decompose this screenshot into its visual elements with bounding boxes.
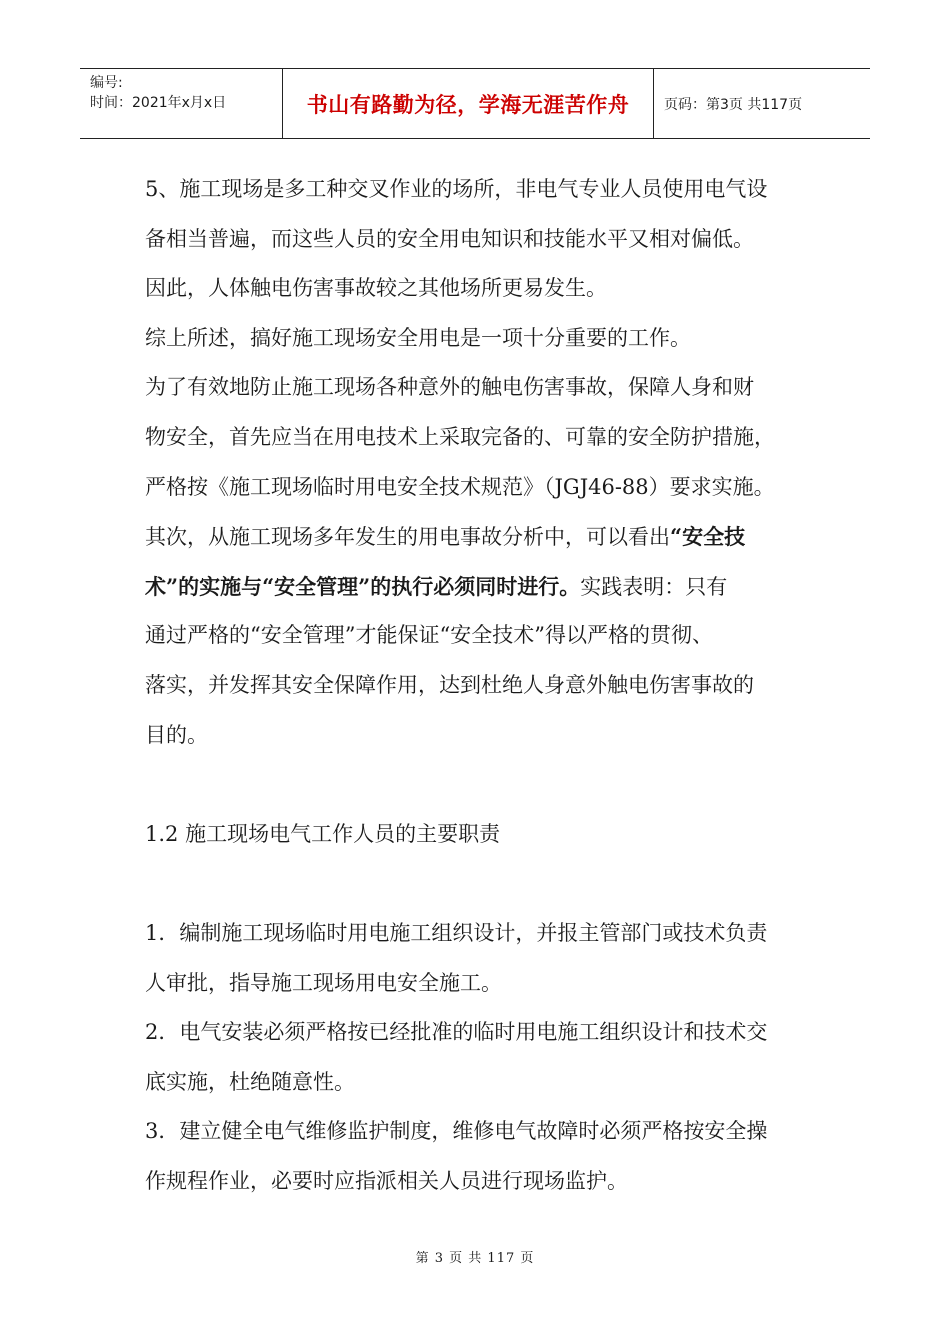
body-line: 备相当普遍，而这些人员的安全用电知识和技能水平又相对偏低。 bbox=[145, 226, 754, 251]
list-item-line: 人审批，指导施工现场用电安全施工。 bbox=[145, 970, 502, 995]
paragraph-gap bbox=[145, 859, 815, 909]
list-item-line: 3．建立健全电气维修监护制度，维修电气故障时必须严格按安全操 bbox=[145, 1119, 768, 1144]
body-line: 目的。 bbox=[145, 722, 208, 747]
motto-text: 书山有路勤为径，学海无涯苦作舟 bbox=[306, 92, 630, 117]
list-item-line: 1．编制施工现场临时用电施工组织设计，并报主管部门或技术负责 bbox=[145, 920, 768, 945]
list-item-line: 2．电气安装必须严格按已经批准的临时用电施工组织设计和技术交 bbox=[145, 1020, 768, 1045]
body-line: 通过严格的“安全管理”才能保证“安全技术”得以严格的贯彻、 bbox=[145, 623, 713, 648]
body-line bbox=[145, 562, 815, 612]
document-body bbox=[145, 165, 815, 1206]
section-heading: 1.2 施工现场电气工作人员的主要职责 bbox=[145, 821, 501, 846]
body-line: 落实，并发挥其安全保障作用，达到杜绝人身意外触电伤害事故的 bbox=[145, 672, 754, 697]
body-line: 严格按《施工现场临时用电安全技术规范》（JGJ46-88）要求实施。 bbox=[145, 474, 775, 499]
body-line: 物安全，首先应当在用电技术上采取完备的、可靠的安全防护措施， bbox=[145, 424, 775, 449]
body-line: 5、施工现场是多工种交叉作业的场所，非电气专业人员使用电气设 bbox=[145, 177, 768, 201]
date-label: 时间：2021年x月x日 bbox=[90, 95, 227, 111]
emphasis-text: “安全技 bbox=[670, 524, 746, 550]
body-line: 为了有效地防止施工现场各种意外的触电伤害事故，保障人身和财 bbox=[145, 375, 754, 400]
paragraph-gap bbox=[145, 760, 815, 810]
body-text-span: 其次，从施工现场多年发生的用电事故分析中，可以看出 bbox=[145, 525, 670, 550]
page-footer bbox=[0, 1247, 950, 1266]
header-motto bbox=[283, 69, 654, 138]
header-meta bbox=[80, 69, 283, 138]
body-text-span: 实践表明：只有 bbox=[580, 574, 728, 599]
footer-page-number: 第 3 页 共 117 页 bbox=[415, 1251, 535, 1266]
emphasis-text: 术”的实施与“安全管理”的执行必须同时进行。 bbox=[145, 573, 581, 599]
serial-label: 编号: bbox=[90, 75, 123, 91]
page-header bbox=[80, 68, 870, 139]
list-item-line: 作规程作业，必要时应指派相关人员进行现场监护。 bbox=[145, 1168, 628, 1193]
body-line: 因此，人体触电伤害事故较之其他场所更易发生。 bbox=[145, 276, 607, 301]
body-line bbox=[145, 512, 815, 562]
header-page-info bbox=[654, 69, 870, 138]
body-line: 综上所述，搞好施工现场安全用电是一项十分重要的工作。 bbox=[145, 325, 691, 350]
list-item-line: 底实施，杜绝随意性。 bbox=[145, 1069, 355, 1094]
page-info-text: 页码：第3页 共117页 bbox=[664, 96, 803, 113]
